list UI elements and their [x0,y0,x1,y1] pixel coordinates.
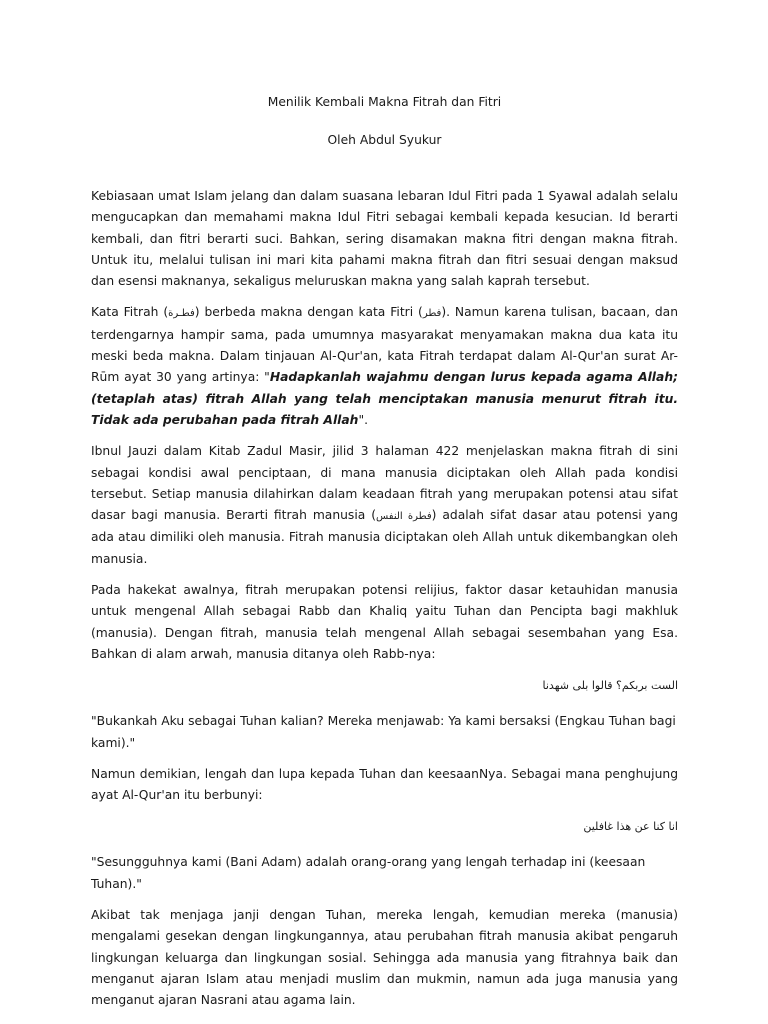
verse-translation-2: "Sesungguhnya kami (Bani Adam) adalah orang-orang yang lengah terhadap ini (keesaan Tuhan)." [91,855,646,891]
arabic-fitri: فطر [422,308,442,320]
arabic-verse-2: انا كنا عن هذا غافلين [583,820,678,834]
paragraph-1: Kebiasaan umat Islam jelang dan dalam suasana lebaran Idul Fitri pada 1 Syawal adalah selalu mengucapkan dan memahami makna Idul Fitri sebagai kembali kepada kesucian. Id berarti kembali, dan fitri berarti suci. Bahkan, sering disamakan makna fitri dengan makna fitrah. Untuk itu, melalui tulisan ini mari kita pahami makna fitrah dan fitri sesuai dengan maksud dan esensi maknanya, sekaligus meluruskan makna yang salah kaprah tersebut. [91,189,678,289]
document-title: Menilik Kembali Makna Fitrah dan Fitri [267,95,502,109]
arabic-fitrah-nafs: فطرة النفس [376,511,432,523]
paragraph-3-part-b: ) adalah sifat dasar atau potensi yang ada atau dimiliki oleh manusia. Fitrah manusia diciptakan oleh Allah untuk dikembangkan oleh manusia. [91,508,678,566]
paragraph-2-part-d: ". [358,412,369,427]
document-author: Oleh Abdul Syukur [327,133,442,147]
paragraph-2-part-b: ) berbeda makna dengan kata Fitri ( [194,305,423,320]
quran-quote: Hadapkanlah wajahmu dengan lurus kepada agama Allah; (tetaplah atas) fitrah Allah yang telah menciptakan manusia menurut fitrah itu. Tidak ada perubahan pada fitrah Allah [91,370,678,427]
paragraph-2 [91,302,678,431]
paragraph-3 [91,441,678,570]
verse-translation-1: "Bukankah Aku sebagai Tuhan kalian? Mereka menjawab: Ya kami bersaksi (Engkau Tuhan bagi kami)." [91,714,676,750]
paragraph-2-part-c: ). Namun karena tulisan, bacaan, dan terdengarnya hampir sama, pada umumnya masyarakat menyamakan makna dua kata itu meski beda makna. Dalam tinjauan Al-Qur'an, kata Fitrah terdapat dalam Al-Qur'an surat Ar-Rūm ayat 30 yang artinya: " [91,305,678,385]
document-body [91,92,678,1022]
paragraph-3-part-a: Ibnul Jauzi dalam Kitab Zadul Masir, jilid 3 halaman 422 menjelaskan makna fitrah di sini sebagai kondisi awal penciptaan, di mana manusia diciptakan oleh Allah pada kondisi tersebut. Setiap manusia dilahirkan dalam keadaan fitrah yang merupakan potensi atau sifat dasar bagi manusia. Berarti fitrah manusia ( [91,444,678,523]
arabic-fitrah: فطـرة [168,308,195,320]
paragraph-5: Namun demikian, lengah dan lupa kepada Tuhan dan keesaanNya. Sebagai mana penghujung ayat Al-Qur'an itu berbunyi: [91,766,678,803]
arabic-verse-1: الست بربكم؟ قالوا بلى شهدنا [542,679,678,693]
paragraph-6: Akibat tak menjaga janji dengan Tuhan, mereka lengah, kemudian mereka (manusia) mengalami gesekan dengan lingkungannya, atau perubahan fitrah manusia akibat pengaruh lingkungan keluarga dan lingkungan sosial. Sehingga ada manusia yang fitrahnya baik dan menganut ajaran Islam atau menjadi muslim dan mukmin, namun ada juga manusia yang menganut ajaran Nasrani atau agama lain. [91,908,678,1008]
paragraph-2-part-a: Kata Fitrah ( [91,305,169,320]
paragraph-4: Pada hakekat awalnya, fitrah merupakan potensi relijius, faktor dasar ketauhidan manusia untuk mengenal Allah sebagai Rabb dan Khaliq yaitu Tuhan dan Pencipta bagi makhluk (manusia). Dengan fitrah, manusia telah mengenal Allah sebagai sesembahan yang Esa. Bahkan di alam arwah, manusia ditanya oleh Rabb-nya: [91,583,678,661]
